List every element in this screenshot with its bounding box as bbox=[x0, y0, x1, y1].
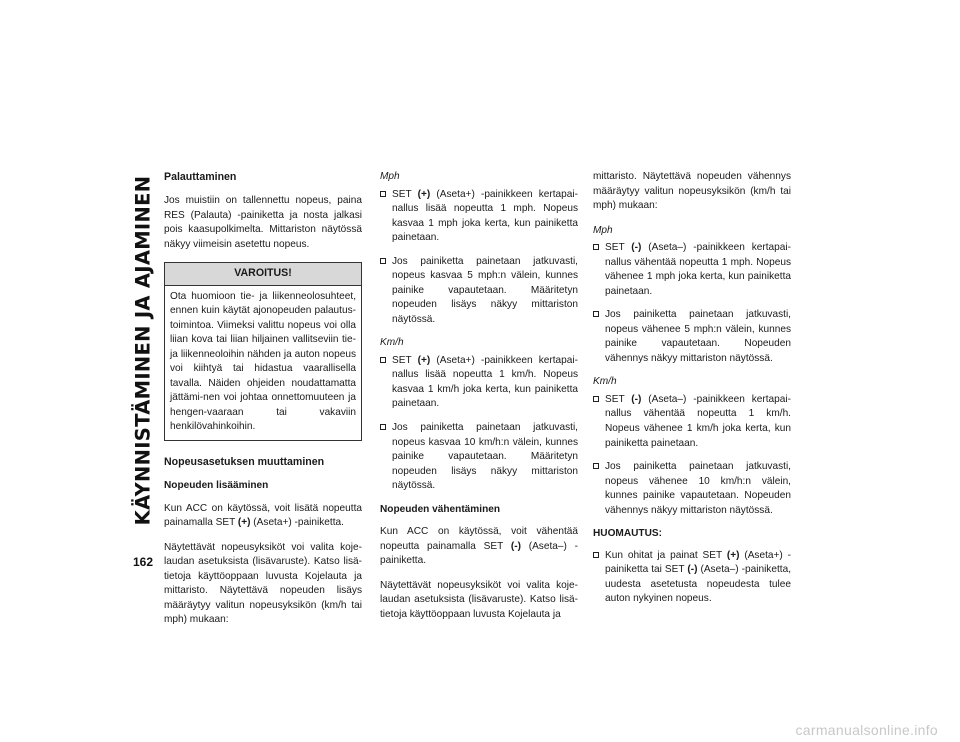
text-run: Kun ACC on käytössä, voit vähentää nopeutta painamalla SET bbox=[380, 526, 578, 552]
warning-box bbox=[164, 262, 362, 441]
warning-title: VAROITUS! bbox=[165, 263, 361, 285]
kmh-decrease-list bbox=[593, 393, 791, 518]
watermark-footer: carmanualsonline.info bbox=[795, 722, 938, 738]
text-run: SET bbox=[392, 188, 418, 200]
text-run: (Aseta–) -painiketta. bbox=[380, 540, 578, 567]
list-item bbox=[380, 354, 578, 412]
note-list bbox=[593, 549, 791, 607]
kmh-label: Km/h bbox=[593, 376, 617, 388]
note-heading: HUOMAUTUS: bbox=[593, 528, 662, 540]
reset-heading: Palauttaminen bbox=[164, 171, 237, 183]
text-run: (Aseta+) -painikkeen kertapai-nallus lisää nopeutta 1 mph. Nopeus kasvaa 1 mph joka kerta, kun painiketta painetaan. bbox=[392, 188, 578, 244]
column-3 bbox=[593, 170, 791, 616]
decrease-paragraph-2: Näytettävät nopeusyksiköt voi valita koje-laudan asetuksista (lisävaruste). Katso lisä-tietoja käyttöoppaan luvusta Kojelauta ja bbox=[380, 579, 578, 620]
list-item: Jos painiketta painetaan jatkuvasti, nopeus kasvaa 10 km/h:n välein, kunnes painike vapautetaan. Määritetyn nopeuden lisäys näkyy mittariston näytössä. bbox=[380, 421, 578, 494]
text-run: (Aseta+) -painikkeen kertapai-nallus lisää nopeutta 1 km/h. Nopeus kasvaa 1 km/h joka kerta, kun painiketta painetaan. bbox=[392, 354, 578, 410]
list-item bbox=[593, 241, 791, 299]
text-run: (Aseta+) -painiketta tai SET bbox=[605, 549, 791, 576]
list-item: Jos painiketta painetaan jatkuvasti, nopeus vähenee 5 mph:n välein, kunnes painike vapautetaan. Nopeuden vähennys näkyy mittariston näytössä. bbox=[593, 308, 791, 366]
list-item bbox=[593, 393, 791, 451]
increase-paragraph-1 bbox=[164, 502, 362, 531]
set-minus-key: (-) bbox=[510, 540, 521, 552]
text-run: Kun ohitat ja painat SET bbox=[605, 549, 727, 561]
text-run: Kun ACC on käytössä, voit lisätä nopeutta painamalla SET bbox=[164, 502, 362, 529]
page-number: 162 bbox=[132, 555, 154, 569]
column-2 bbox=[380, 170, 578, 632]
mph-label: Mph bbox=[380, 171, 400, 182]
kmh-increase-list bbox=[380, 354, 578, 494]
increase-paragraph-2: Näytettävät nopeusyksiköt voi valita koje-laudan asetuksista (lisävaruste). Katso lisä-tietoja käyttöoppaan luvusta Kojelauta ja mittaristo. Näytettävä nopeuden lisäys määräytyy valitun nopeusyksikön (km/h tai mph) mukaan: bbox=[164, 541, 362, 626]
text-run: (Aseta–) -painiketta, uudesta asetetusta nopeudesta tulee auton nykyinen nopeus. bbox=[605, 564, 791, 605]
set-plus-key: (+) bbox=[237, 517, 251, 529]
set-minus-key: (-) bbox=[631, 242, 642, 254]
chapter-side-tab bbox=[128, 150, 158, 550]
mph-increase-list bbox=[380, 188, 578, 328]
list-item bbox=[593, 549, 791, 607]
text-run: (Aseta–) -painikkeen kertapai-nallus vähentää nopeutta 1 mph. Nopeus vähenee 1 mph joka kerta, kun painiketta painetaan. bbox=[605, 242, 791, 297]
reset-paragraph: Jos muistiin on tallennettu nopeus, paina RES (Palauta) -painiketta ja nosta jalkasi pois kaasupolkimelta. Mittariston näytössä näkyy viimeisin asetettu nopeus. bbox=[164, 195, 362, 250]
list-item: Jos painiketta painetaan jatkuvasti, nopeus kasvaa 5 mph:n välein, kunnes painike vapautetaan. Määritetyn nopeuden lisäys näkyy mittariston näytössä. bbox=[380, 255, 578, 328]
text-run: SET bbox=[605, 393, 632, 405]
kmh-label: Km/h bbox=[380, 337, 404, 349]
set-minus-key: (-) bbox=[687, 564, 698, 576]
list-item: Jos painiketta painetaan jatkuvasti, nopeus vähenee 10 km/h:n välein, kunnes painike vapautetaan. Nopeuden vähennys näkyy mittariston näytössä. bbox=[593, 460, 791, 518]
mph-label: Mph bbox=[593, 224, 613, 236]
set-plus-key: (+) bbox=[417, 354, 431, 366]
set-plus-key: (+) bbox=[417, 188, 431, 200]
text-run: (Aseta–) -painikkeen kertapai-nallus vähentää nopeutta 1 km/h. Nopeus vähenee 1 km/h joka kerta, kun painiketta painetaan. bbox=[605, 393, 791, 449]
text-run: (Aseta+) -painiketta. bbox=[250, 517, 344, 529]
chapter-title: KÄYNNISTÄMINEN JA AJAMINEN bbox=[131, 175, 155, 525]
text-run: SET bbox=[605, 242, 632, 254]
set-plus-key: (+) bbox=[726, 549, 740, 561]
warning-text: Ota huomioon tie- ja liikenneolosuhteet, ennen kuin käytät ajonopeuden palautus-toimintoa. Viimeksi valittu nopeus voi olla liian kova tai liian hiljainen vallitseviin tie-ja liikenneoloihin nähden ja auton nopeus voi kiihtyä tai hidastua vaarallisella tavalla. Näiden ohjeiden noudattamatta jättämi-nen voi johtaa onnettomuuteen ja hengen-vaaraan tai vakaviin henkilövahinkoihin. bbox=[170, 290, 356, 433]
increase-speed-heading: Nopeuden lisääminen bbox=[164, 480, 269, 492]
list-item bbox=[380, 188, 578, 246]
change-speed-heading: Nopeusasetuksen muuttaminen bbox=[164, 455, 325, 468]
continued-paragraph: mittaristo. Näytettävä nopeuden vähennys määräytyy valitun nopeusyksikön (km/h tai mph) mukaan: bbox=[593, 171, 791, 212]
decrease-paragraph-1 bbox=[380, 525, 578, 569]
mph-decrease-list bbox=[593, 241, 791, 366]
text-run: SET bbox=[392, 354, 418, 366]
set-minus-key: (-) bbox=[631, 393, 642, 405]
column-1 bbox=[164, 170, 362, 638]
decrease-speed-heading: Nopeuden vähentäminen bbox=[380, 503, 501, 515]
